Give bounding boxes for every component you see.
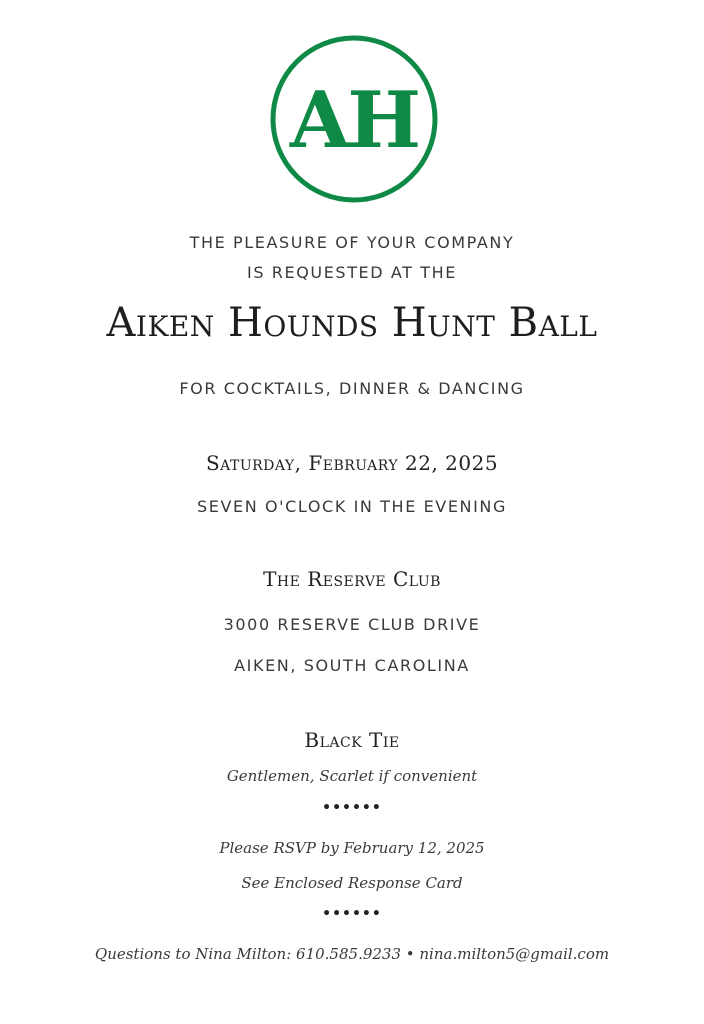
event-time: SEVEN O'CLOCK IN THE EVENING [196, 497, 508, 516]
contact-info: Questions to Nina Milton: 610.585.9233 • nina.milton5@gmail.com [94, 945, 610, 963]
venue-address-line-1: 3000 RESERVE CLUB DRIVE [223, 615, 481, 634]
dress-code: Black Tie [304, 728, 400, 752]
dotted-separator: •••••• [322, 906, 382, 922]
rsvp-deadline: Please RSVP by February 12, 2025 [219, 839, 485, 857]
intro-line-2: IS REQUESTED AT THE [247, 263, 457, 282]
rsvp-instruction: See Enclosed Response Card [241, 874, 463, 892]
dotted-separator: •••••• [322, 800, 382, 816]
logo-monogram-text: AH [289, 75, 419, 166]
dress-code-note: Gentlemen, Scarlet if convenient [226, 767, 478, 785]
event-title: Aiken Hounds Hunt Ball [106, 300, 598, 346]
ah-monogram-logo [269, 34, 439, 204]
intro-line-1: THE PLEASURE OF YOUR COMPANY [189, 233, 515, 252]
monogram-circle-icon [269, 34, 439, 204]
event-date: Saturday, February 22, 2025 [205, 451, 499, 475]
venue-name: The Reserve Club [263, 567, 441, 591]
venue-address-line-2: AIKEN, SOUTH CAROLINA [234, 656, 470, 675]
event-purpose: FOR COCKTAILS, DINNER & DANCING [179, 379, 525, 398]
